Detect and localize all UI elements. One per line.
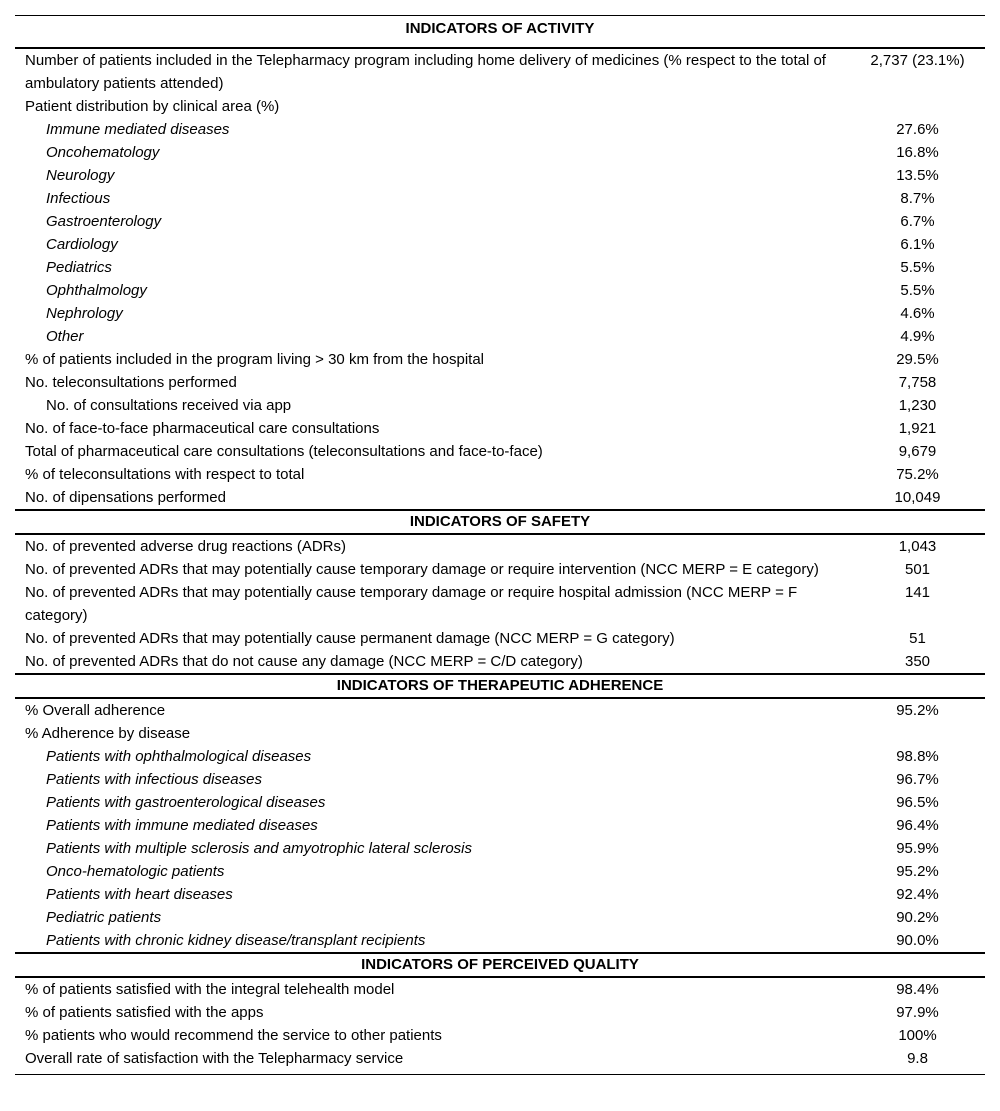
table-row — [15, 883, 985, 906]
indicator-value: 100% — [898, 1027, 937, 1044]
indicator-value: 96.5% — [896, 794, 939, 811]
indicator-value: 1,043 — [898, 538, 937, 555]
table-row — [15, 348, 985, 371]
table-row — [15, 722, 985, 745]
indicator-label: No. of face-to-face pharmaceutical care consultations — [25, 420, 380, 437]
table-row — [15, 48, 985, 95]
table-row — [15, 256, 985, 279]
indicator-value: 6.7% — [900, 213, 935, 230]
indicator-label: Neurology — [46, 167, 115, 184]
indicator-label: Cardiology — [46, 236, 118, 253]
indicator-value: 90.2% — [896, 909, 939, 926]
section-title: INDICATORS OF THERAPEUTIC ADHERENCE — [15, 674, 985, 698]
table-row — [15, 929, 985, 953]
indicator-value: 95.2% — [896, 702, 939, 719]
table-row — [15, 1024, 985, 1047]
indicator-value: 29.5% — [896, 351, 939, 368]
indicator-value: 27.6% — [896, 121, 939, 138]
indicator-label: No. teleconsultations performed — [25, 374, 237, 391]
indicator-label: No. of dipensations performed — [25, 489, 226, 506]
indicator-label: % of patients included in the program living > 30 km from the hospital — [25, 351, 484, 368]
indicator-value: 141 — [904, 584, 931, 601]
indicator-label: No. of prevented ADRs that do not cause any damage (NCC MERP = C/D category) — [25, 653, 583, 670]
table-row — [15, 325, 985, 348]
indicator-value: 10,049 — [894, 489, 941, 506]
indicator-value: 96.4% — [896, 817, 939, 834]
table-row — [15, 814, 985, 837]
indicator-value: 95.2% — [896, 863, 939, 880]
indicator-value: 92.4% — [896, 886, 939, 903]
indicator-label: Number of patients included in the Telepharmacy program including home delivery of medicines (% respect to the total of ambulatory patients attended) — [25, 52, 826, 92]
table-row — [15, 581, 985, 627]
indicator-label: Pediatric patients — [46, 909, 162, 926]
indicator-value: 501 — [904, 561, 931, 578]
table-row — [15, 860, 985, 883]
indicator-label: % of patients satisfied with the integral telehealth model — [25, 981, 395, 998]
indicator-label: No. of prevented adverse drug reactions (ADRs) — [25, 538, 346, 555]
table-row — [15, 279, 985, 302]
indicator-value — [850, 95, 985, 118]
indicator-label: Patient distribution by clinical area (%) — [25, 98, 280, 115]
indicator-label: Nephrology — [46, 305, 123, 322]
indicator-label: Infectious — [46, 190, 111, 207]
indicator-label: Patients with multiple sclerosis and amyotrophic lateral sclerosis — [46, 840, 473, 857]
table-row — [15, 302, 985, 325]
indicator-label: Patients with ophthalmological diseases — [46, 748, 312, 765]
table-row — [15, 417, 985, 440]
section-title: INDICATORS OF ACTIVITY — [15, 16, 985, 49]
indicator-label: Other — [46, 328, 84, 345]
indicator-label: No. of prevented ADRs that may potentially cause permanent damage (NCC MERP = G category) — [25, 630, 675, 647]
indicator-value: 1,921 — [898, 420, 937, 437]
indicator-value: 51 — [909, 630, 926, 647]
table-row — [15, 698, 985, 722]
indicator-label: Ophthalmology — [46, 282, 147, 299]
table-row — [15, 187, 985, 210]
indicator-value: 1,230 — [898, 397, 937, 414]
indicator-label: Patients with immune mediated diseases — [46, 817, 318, 834]
indicator-value: 9.8 — [850, 1047, 985, 1075]
indicator-label: No. of consultations received via app — [46, 397, 292, 414]
indicator-value: 4.6% — [900, 305, 935, 322]
indicator-label: % Adherence by disease — [25, 725, 191, 742]
indicator-label: No. of prevented ADRs that may potentially cause temporary damage or require intervention (NCC MERP = E category) — [25, 561, 819, 578]
table-row — [15, 1001, 985, 1024]
table-row — [15, 463, 985, 486]
table-row — [15, 164, 985, 187]
indicator-label: Total of pharmaceutical care consultations (teleconsultations and face-to-face) — [25, 443, 543, 460]
indicator-label: Patients with heart diseases — [46, 886, 233, 903]
indicator-label: Immune mediated diseases — [46, 121, 230, 138]
indicator-value: 6.1% — [900, 236, 935, 253]
indicator-value — [850, 722, 985, 745]
table-row — [15, 534, 985, 558]
indicator-label: No. of prevented ADRs that may potentially cause temporary damage or require hospital admission (NCC MERP = F category) — [25, 584, 798, 624]
indicator-label: Patients with gastroenterological diseases — [46, 794, 326, 811]
indicator-value: 97.9% — [896, 1004, 939, 1021]
table-row — [15, 977, 985, 1001]
indicator-label: Gastroenterology — [46, 213, 162, 230]
indicator-value: 5.5% — [900, 282, 935, 299]
indicator-value: 96.7% — [896, 771, 939, 788]
indicator-value: 8.7% — [900, 190, 935, 207]
indicators-table — [15, 15, 985, 1075]
table-row — [15, 210, 985, 233]
table-row — [15, 371, 985, 394]
indicator-label: Overall rate of satisfaction with the Telepharmacy service — [15, 1047, 850, 1075]
table-row — [15, 1047, 985, 1075]
table-row — [15, 627, 985, 650]
section-header-row — [15, 510, 985, 534]
section-header-row — [15, 674, 985, 698]
indicator-value: 90.0% — [896, 932, 939, 949]
indicator-label: % patients who would recommend the service to other patients — [25, 1027, 442, 1044]
table-row — [15, 95, 985, 118]
indicator-label: Patients with chronic kidney disease/transplant recipients — [46, 932, 426, 949]
indicator-value: 98.8% — [896, 748, 939, 765]
indicator-label: % Overall adherence — [25, 702, 166, 719]
table-row — [15, 837, 985, 860]
indicator-value: 13.5% — [896, 167, 939, 184]
indicator-value: 98.4% — [896, 981, 939, 998]
table-row — [15, 233, 985, 256]
table-row — [15, 558, 985, 581]
table-row — [15, 906, 985, 929]
table-row — [15, 486, 985, 510]
table-row — [15, 394, 985, 417]
indicator-value: 2,737 (23.1%) — [870, 52, 965, 69]
indicator-value: 95.9% — [896, 840, 939, 857]
section-header-row — [15, 953, 985, 977]
indicator-value: 4.9% — [900, 328, 935, 345]
indicator-value: 75.2% — [896, 466, 939, 483]
indicator-value: 9,679 — [898, 443, 937, 460]
section-title: INDICATORS OF PERCEIVED QUALITY — [15, 953, 985, 977]
table-row — [15, 768, 985, 791]
indicator-value: 5.5% — [900, 259, 935, 276]
table-row — [15, 791, 985, 814]
indicator-value: 7,758 — [898, 374, 937, 391]
table-row — [15, 118, 985, 141]
indicator-label: Patients with infectious diseases — [46, 771, 262, 788]
table-row — [15, 440, 985, 463]
indicator-label: Pediatrics — [46, 259, 112, 276]
indicator-label: % of teleconsultations with respect to total — [25, 466, 305, 483]
indicator-label: % of patients satisfied with the apps — [25, 1004, 264, 1021]
table-row — [15, 141, 985, 164]
section-header-row — [15, 16, 985, 49]
indicator-label: Onco-hematologic patients — [46, 863, 225, 880]
table-row — [15, 745, 985, 768]
table-row — [15, 650, 985, 674]
indicator-value: 350 — [904, 653, 931, 670]
section-title: INDICATORS OF SAFETY — [15, 510, 985, 534]
indicator-value: 16.8% — [896, 144, 939, 161]
indicator-label: Oncohematology — [46, 144, 160, 161]
